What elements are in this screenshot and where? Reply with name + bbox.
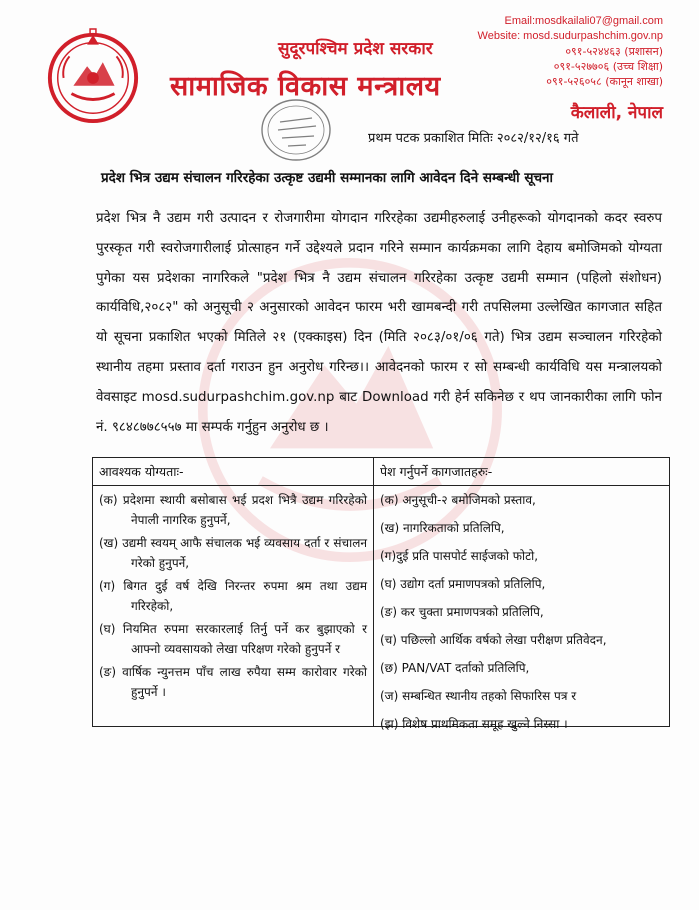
list-item: (ख) उद्यमी स्वयम् आफै संचालक भई व्यवसाय दर्ता र संचालन गरेको हुनुपर्ने, xyxy=(99,536,367,570)
list-item: (ज) सम्बन्धित स्थानीय तहको सिफारिस पत्र र xyxy=(380,689,577,703)
qualifications-list xyxy=(93,486,373,702)
documents-list xyxy=(374,486,670,734)
official-stamp-icon xyxy=(256,96,366,166)
contact-block xyxy=(478,14,663,89)
government-name: सुदूरपश्चिम प्रदेश सरकार xyxy=(278,39,433,59)
list-item: (क) प्रदेशमा स्थायी बसोबास भई प्रदश भित्रै उद्यम गरिरहेको नेपाली नागरिक हुनुपर्ने, xyxy=(99,493,367,527)
contact-phone-admin: ०९१-५२४४६३ (प्रशासन) xyxy=(565,45,663,58)
requirements-table xyxy=(92,457,670,731)
list-item: (ग) बिगत दुई वर्ष देखि निरन्तर रुपमा श्रम तथा उद्यम गरिरहेको, xyxy=(99,579,367,613)
list-item: (छ) PAN/VAT दर्ताको प्रतिलिपि, xyxy=(380,661,530,675)
list-item: (ङ) कर चुक्ता प्रमाणपत्रको प्रतिलिपि, xyxy=(380,605,544,619)
documents-column xyxy=(374,458,670,731)
contact-website: Website: mosd.sudurpashchim.gov.np xyxy=(477,30,663,42)
list-item: (घ) उद्योग दर्ता प्रमाणपत्रको प्रतिलिपि, xyxy=(380,577,546,591)
list-item: (ख) नागरिकताको प्रतिलिपि, xyxy=(380,521,505,535)
qualifications-header: आवश्यक योग्यताः- xyxy=(93,458,373,486)
nepal-emblem-icon xyxy=(44,26,142,126)
contact-phone-law: ०९१-५२६०५८ (कानून शाखा) xyxy=(546,75,663,88)
contact-phone-higher-edu: ०९१-५२७७०६ (उच्च शिक्षा) xyxy=(553,60,663,73)
list-item: (झ) विशेष प्राथमिकता समूह खुल्ने निस्सा । xyxy=(380,717,568,731)
ministry-name: सामाजिक विकास मन्त्रालय xyxy=(170,71,441,102)
list-item: (ङ) वार्षिक न्युनत्तम पाँच लाख रुपैया सम्म कारोवार गरेको हुनुपर्ने । xyxy=(99,665,367,699)
qualifications-column xyxy=(93,458,374,726)
list-item: (ग)दुई प्रति पासपोर्ट साईजको फोटो, xyxy=(380,549,539,563)
list-item: (क) अनुसूची-२ बमोजिमको प्रस्ताव, xyxy=(380,493,536,507)
publication-date: प्रथम पटक प्रकाशित मितिः २०८२/१२/१६ गते xyxy=(368,131,579,146)
contact-email: Email:mosdkailali07@gmail.com xyxy=(504,15,663,27)
notice-body: प्रदेश भित्र नै उद्यम गरी उत्पादन र रोजगारीमा योगदान गरिरहेका उद्यमीहरुलाई उनीहरूको योगदानको कदर स्वरुप पुरस्कृत गरी स्वरोजगारीलाई प्रोत्साहन गर्ने उद्देश्यले प्रदान गरिने सम्मान कार्यक्रमका लागि देहाय बमोजिमको योग्यता पुगेका यस प्रदेशका नागरिकले "प्रदेश भित्र नै उद्यम संचालन गरिरहेका उत्कृष्ट उद्यमी सम्मान (पहिलो संशोधन) कार्यविधि,२०८२" को अनुसूची २ अनुसारको आवेदन फारम भरी खामबन्दी गरी तपसिलमा उल्लेखित कागजात सहित यो सूचना प्रकाशित भएको मितिले २१ (एक्काइस) दिन (मिति २०८३/०१/०६ गते) भित्र उद्यम सञ्चालन गरिरहेको स्थानीय तहमा प्रस्ताव दर्ता गराउन हुन अनुरोध गरिन्छ।। आवेदनको फारम र सो सम्बन्धी कार्यविधि यस मन्त्रालयको वेवसाइट mosd.sudurpashchim.gov.np बाट Download गरी हेर्न सकिनेछ र थप जानकारीका लागि फोन नं. ९८४८७७८५५७ मा सम्पर्क गर्नुहुन अनुरोध छ । xyxy=(96,211,662,435)
list-item: (च) पछिल्लो आर्थिक वर्षको लेखा परीक्षण प्रतिवेदन, xyxy=(380,633,607,647)
documents-header: पेश गर्नुपर्ने कागजातहरुः- xyxy=(374,458,670,486)
location: कैलाली, नेपाल xyxy=(570,103,663,123)
list-item: (घ) नियमित रुपमा सरकारलाई तिर्नु पर्ने कर बुझाएको र आफ्नो व्यवसायको लेखा परिक्षण गरेको हुनुपर्ने र xyxy=(99,622,367,656)
notice-title: प्रदेश भित्र उद्यम संचालन गरिरहेका उत्कृष्ट उद्यमी सम्मानका लागि आवेदन दिने सम्बन्धी सूचना xyxy=(101,170,554,186)
